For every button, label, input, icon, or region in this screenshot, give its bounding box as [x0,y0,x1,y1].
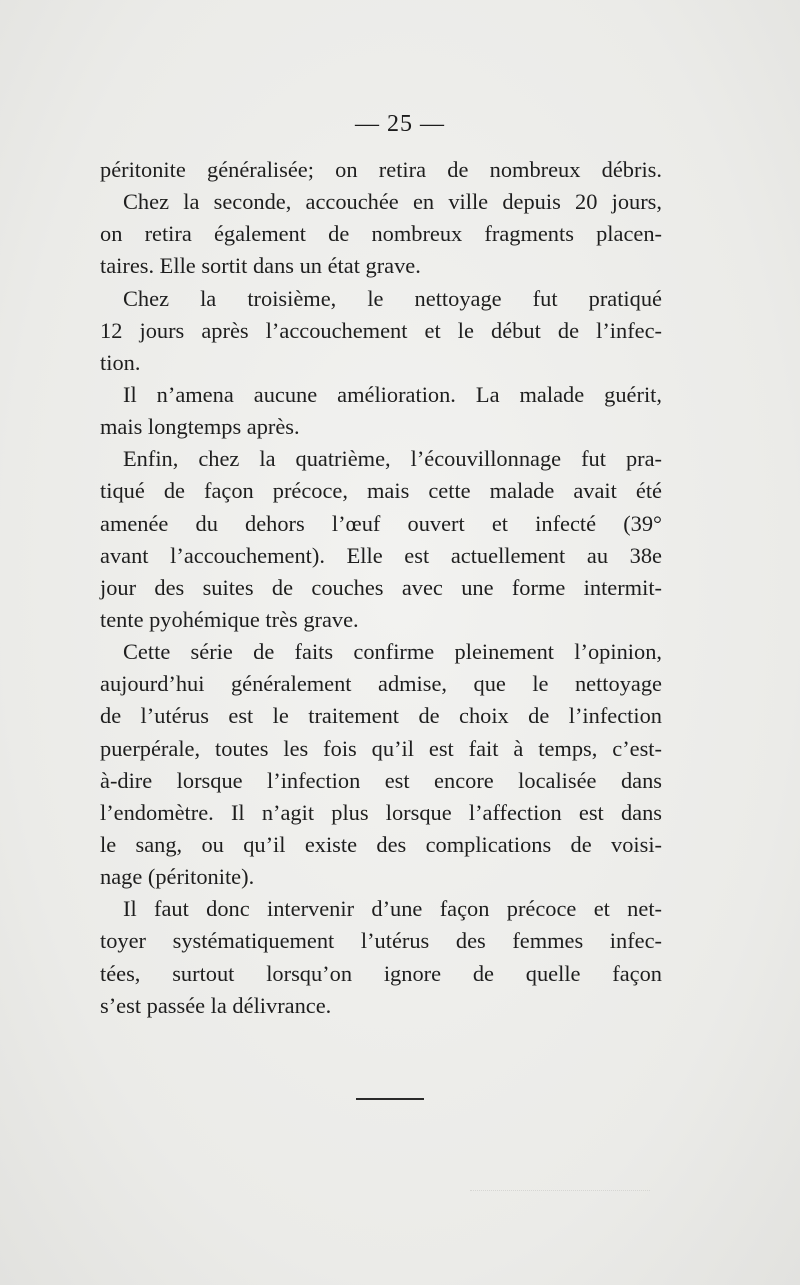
text-line: aujourd’hui généralement admise, que le nettoyage [100,671,662,697]
text-line: tion. [100,349,141,375]
text-line: Il faut donc intervenir d’une façon précoce et net- [123,896,662,922]
end-rule [356,1098,424,1100]
text-line: le sang, ou qu’il existe des complications de voisi- [100,831,662,857]
text-line: taires. Elle sortit dans un état grave. [100,253,421,279]
text-line: jour des suites de couches avec une forme intermit- [100,574,662,600]
text-line: nage (péritonite). [100,864,255,890]
text-line: on retira également de nombreux fragments placen- [100,221,662,247]
text-line: péritonite généralisée; on retira de nombreux débris. [100,157,662,182]
page-number: — 25 — [355,111,445,137]
text-line: puerpérale, toutes les fois qu’il est fait à temps, c’est- [100,735,662,761]
text-line: de l’utérus est le traitement de choix de l’infection [100,703,662,729]
text-line: l’endomètre. Il n’agit plus lorsque l’affection est dans [100,799,662,825]
paper-bleed-through [470,1190,650,1192]
text-line: à-dire lorsque l’infection est encore localisée dans [100,767,662,793]
text-line: Il n’amena aucune amélioration. La malade guérit, [123,381,662,407]
text-line: 12 jours après l’accouchement et le début de l’infec- [100,317,662,343]
text-line: tente pyohémique très grave. [100,606,359,632]
text-line: tées, surtout lorsqu’on ignore de quelle façon [100,960,662,986]
text-line: avant l’accouchement). Elle est actuellement au 38e [100,542,662,568]
text-line: amenée du dehors l’œuf ouvert et infecté (39° [100,510,662,536]
text-line: Enfin, chez la quatrième, l’écouvillonnage fut pra- [123,446,662,472]
text-line: toyer systématiquement l’utérus des femmes infec- [100,928,662,954]
text-line: Chez la troisième, le nettoyage fut pratiqué [123,285,662,311]
text-line: tiqué de façon précoce, mais cette malade avait été [100,478,662,504]
text-line: Cette série de faits confirme pleinement l’opinion, [123,639,662,665]
text-line: Chez la seconde, accouchée en ville depuis 20 jours, [123,189,662,215]
text-line: mais longtemps après. [100,414,300,440]
body-text [100,154,662,1022]
text-line: s’est passée la délivrance. [100,992,332,1018]
